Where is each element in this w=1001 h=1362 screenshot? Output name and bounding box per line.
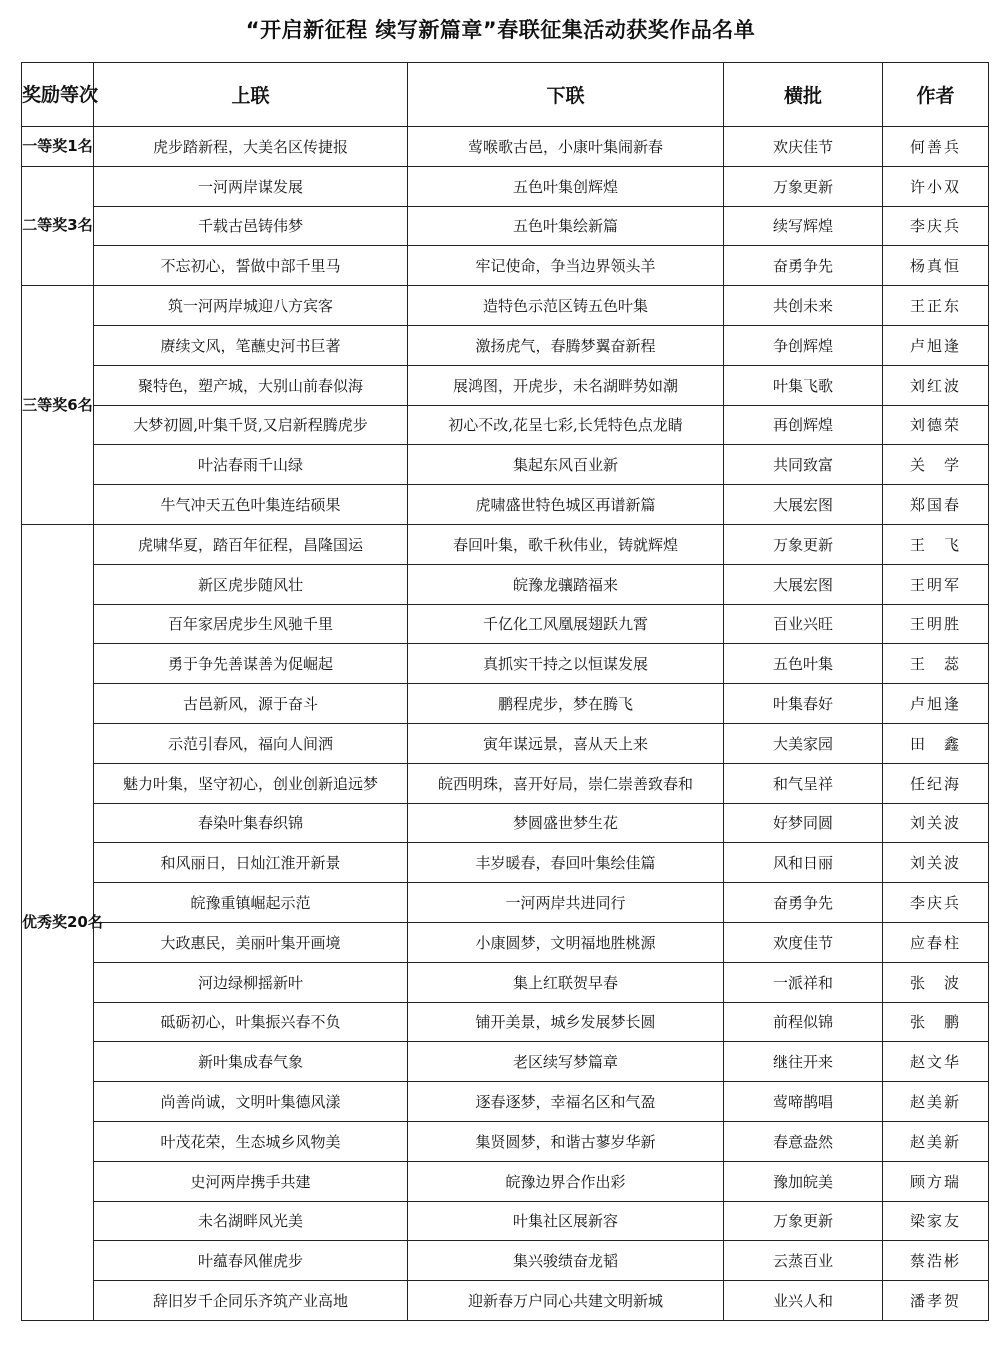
cell-upper: 春染叶集春织锦: [94, 803, 408, 843]
header-lower: 下联: [408, 63, 724, 127]
cell-lower: 鹏程虎步，梦在腾飞: [408, 684, 724, 724]
cell-banner: 争创辉煌: [724, 325, 883, 365]
table-row: [22, 1281, 989, 1321]
cell-banner: 莺啼鹊唱: [724, 1082, 883, 1122]
header-level: 奖励等次: [22, 63, 94, 127]
cell-author: 王明军: [883, 564, 989, 604]
cell-author: 梁家友: [883, 1201, 989, 1241]
cell-banner: 春意盎然: [724, 1121, 883, 1161]
cell-banner: 五色叶集: [724, 644, 883, 684]
cell-author: 应春柱: [883, 922, 989, 962]
cell-author: 田 鑫: [883, 723, 989, 763]
cell-lower: 牢记使命，争当边界领头羊: [408, 246, 724, 286]
cell-author: 李庆兵: [883, 206, 989, 246]
cell-upper: 辞旧岁千企同乐齐筑产业高地: [94, 1281, 408, 1321]
cell-banner: 一派祥和: [724, 962, 883, 1002]
cell-author: 李庆兵: [883, 883, 989, 923]
awards-table: [21, 62, 989, 1321]
cell-lower: 集贤圆梦，和谐古蓼岁华新: [408, 1121, 724, 1161]
table-row: [22, 485, 989, 525]
cell-author: 卢旭逢: [883, 684, 989, 724]
table-row: [22, 1241, 989, 1281]
cell-author: 杨真恒: [883, 246, 989, 286]
cell-upper: 叶茂花荣，生态城乡风物美: [94, 1121, 408, 1161]
cell-lower: 皖豫边界合作出彩: [408, 1161, 724, 1201]
cell-lower: 集起东风百业新: [408, 445, 724, 485]
cell-lower: 迎新春万户同心共建文明新城: [408, 1281, 724, 1321]
cell-lower: 叶集社区展新容: [408, 1201, 724, 1241]
cell-author: 蔡浩彬: [883, 1241, 989, 1281]
table-row: [22, 723, 989, 763]
cell-banner: 欢庆佳节: [724, 127, 883, 167]
cell-lower: 集兴骏绩奋龙韬: [408, 1241, 724, 1281]
table-row: [22, 922, 989, 962]
cell-author: 卢旭逢: [883, 325, 989, 365]
cell-lower: 梦圆盛世梦生花: [408, 803, 724, 843]
cell-lower: 激扬虎气，春腾梦翼奋新程: [408, 325, 724, 365]
cell-upper: 不忘初心，誓做中部千里马: [94, 246, 408, 286]
cell-lower: 一河两岸共进同行: [408, 883, 724, 923]
table-row: [22, 1042, 989, 1082]
cell-upper: 魅力叶集，坚守初心，创业创新追远梦: [94, 763, 408, 803]
cell-lower: 小康圆梦，文明福地胜桃源: [408, 922, 724, 962]
cell-author: 王 飞: [883, 524, 989, 564]
cell-author: 刘关波: [883, 803, 989, 843]
cell-banner: 云蒸百业: [724, 1241, 883, 1281]
cell-banner: 大展宏图: [724, 564, 883, 604]
table-row: [22, 524, 989, 564]
table-row: [22, 962, 989, 1002]
table-row: [22, 604, 989, 644]
table-row: [22, 1002, 989, 1042]
cell-upper: 河边绿柳摇新叶: [94, 962, 408, 1002]
cell-author: 何善兵: [883, 127, 989, 167]
cell-author: 刘红波: [883, 365, 989, 405]
cell-upper: 大政惠民，美丽叶集开画境: [94, 922, 408, 962]
cell-upper: 未名湖畔风光美: [94, 1201, 408, 1241]
header-upper: 上联: [94, 63, 408, 127]
cell-author: 任纪海: [883, 763, 989, 803]
cell-upper: 百年家居虎步生风驰千里: [94, 604, 408, 644]
cell-upper: 虎步踏新程，大美名区传捷报: [94, 127, 408, 167]
cell-upper: 聚特色，塑产城，大别山前春似海: [94, 365, 408, 405]
cell-author: 王正东: [883, 286, 989, 326]
table-row: [22, 1161, 989, 1201]
cell-lower: 寅年谋远景，喜从天上来: [408, 723, 724, 763]
cell-upper: 史河两岸携手共建: [94, 1161, 408, 1201]
cell-upper: 尚善尚诚，文明叶集德风漾: [94, 1082, 408, 1122]
header-author: 作者: [883, 63, 989, 127]
table-row: [22, 843, 989, 883]
table-header-row: [22, 63, 989, 127]
table-row: [22, 286, 989, 326]
cell-upper: 叶蕴春风催虎步: [94, 1241, 408, 1281]
award-level-cell: 三等奖6名: [22, 286, 94, 525]
cell-author: 许小双: [883, 166, 989, 206]
cell-lower: 展鸿图，开虎步，未名湖畔势如潮: [408, 365, 724, 405]
cell-author: 顾方瑞: [883, 1161, 989, 1201]
cell-banner: 继往开来: [724, 1042, 883, 1082]
cell-banner: 奋勇争先: [724, 883, 883, 923]
cell-lower: 造特色示范区铸五色叶集: [408, 286, 724, 326]
table-row: [22, 883, 989, 923]
cell-lower: 莺喉歌古邑，小康叶集闹新春: [408, 127, 724, 167]
cell-lower: 皖西明珠，喜开好局，崇仁崇善致春和: [408, 763, 724, 803]
cell-upper: 牛气冲天五色叶集连结硕果: [94, 485, 408, 525]
cell-author: 关 学: [883, 445, 989, 485]
cell-lower: 千亿化工风凰展翅跃九霄: [408, 604, 724, 644]
cell-upper: 勇于争先善谋善为促崛起: [94, 644, 408, 684]
cell-banner: 大美家园: [724, 723, 883, 763]
cell-banner: 前程似锦: [724, 1002, 883, 1042]
table-row: [22, 166, 989, 206]
cell-banner: 叶集飞歌: [724, 365, 883, 405]
cell-upper: 大梦初圆,叶集千贤,又启新程腾虎步: [94, 405, 408, 445]
cell-banner: 欢度佳节: [724, 922, 883, 962]
table-row: [22, 405, 989, 445]
cell-author: 刘德荣: [883, 405, 989, 445]
cell-banner: 续写辉煌: [724, 206, 883, 246]
cell-author: 张 鹏: [883, 1002, 989, 1042]
cell-lower: 五色叶集创辉煌: [408, 166, 724, 206]
cell-banner: 再创辉煌: [724, 405, 883, 445]
cell-lower: 集上红联贺早春: [408, 962, 724, 1002]
cell-upper: 皖豫重镇崛起示范: [94, 883, 408, 923]
cell-banner: 奋勇争先: [724, 246, 883, 286]
cell-author: 王明胜: [883, 604, 989, 644]
cell-lower: 初心不改,花呈七彩,长凭特色点龙睛: [408, 405, 724, 445]
cell-lower: 真抓实干持之以恒谋发展: [408, 644, 724, 684]
cell-lower: 丰岁暖春，春回叶集绘佳篇: [408, 843, 724, 883]
cell-lower: 春回叶集，歌千秋伟业，铸就辉煌: [408, 524, 724, 564]
cell-upper: 新叶集成春气象: [94, 1042, 408, 1082]
cell-upper: 一河两岸谋发展: [94, 166, 408, 206]
cell-banner: 万象更新: [724, 524, 883, 564]
cell-author: 郑国春: [883, 485, 989, 525]
table-row: [22, 1082, 989, 1122]
cell-banner: 业兴人和: [724, 1281, 883, 1321]
table-row: [22, 325, 989, 365]
cell-lower: 老区续写梦篇章: [408, 1042, 724, 1082]
table-row: [22, 1201, 989, 1241]
cell-banner: 万象更新: [724, 166, 883, 206]
cell-banner: 万象更新: [724, 1201, 883, 1241]
cell-banner: 共创未来: [724, 286, 883, 326]
cell-upper: 千载古邑铸伟梦: [94, 206, 408, 246]
cell-upper: 新区虎步随风壮: [94, 564, 408, 604]
award-level-cell: 二等奖3名: [22, 166, 94, 285]
cell-lower: 铺开美景，城乡发展梦长圆: [408, 1002, 724, 1042]
table-row: [22, 763, 989, 803]
cell-lower: 皖豫龙骧踏福来: [408, 564, 724, 604]
table-row: [22, 246, 989, 286]
cell-banner: 大展宏图: [724, 485, 883, 525]
cell-banner: 百业兴旺: [724, 604, 883, 644]
cell-upper: 砥砺初心，叶集振兴春不负: [94, 1002, 408, 1042]
cell-lower: 虎啸盛世特色城区再谱新篇: [408, 485, 724, 525]
cell-author: 王 蕊: [883, 644, 989, 684]
cell-upper: 和风丽日，日灿江淮开新景: [94, 843, 408, 883]
cell-lower: 逐春逐梦，幸福名区和气盈: [408, 1082, 724, 1122]
table-row: [22, 684, 989, 724]
cell-upper: 示范引春风，福向人间洒: [94, 723, 408, 763]
cell-upper: 赓续文风，笔蘸史河书巨著: [94, 325, 408, 365]
table-body: [22, 127, 989, 1321]
table-row: [22, 1121, 989, 1161]
cell-upper: 古邑新风，源于奋斗: [94, 684, 408, 724]
cell-banner: 叶集春好: [724, 684, 883, 724]
cell-author: 张 波: [883, 962, 989, 1002]
cell-banner: 和气呈祥: [724, 763, 883, 803]
cell-author: 赵美新: [883, 1121, 989, 1161]
cell-banner: 豫加皖美: [724, 1161, 883, 1201]
cell-author: 潘孝贺: [883, 1281, 989, 1321]
cell-upper: 叶沾春雨千山绿: [94, 445, 408, 485]
table-row: [22, 644, 989, 684]
page-title: “开启新征程 续写新篇章”春联征集活动获奖作品名单: [245, 18, 756, 42]
cell-upper: 虎啸华夏，踏百年征程，昌隆国运: [94, 524, 408, 564]
table-row: [22, 564, 989, 604]
cell-author: 赵文华: [883, 1042, 989, 1082]
award-level-cell: 优秀奖20名: [22, 524, 94, 1320]
cell-author: 刘关波: [883, 843, 989, 883]
cell-author: 赵美新: [883, 1082, 989, 1122]
table-row: [22, 127, 989, 167]
header-banner: 横批: [724, 63, 883, 127]
award-level-cell: 一等奖1名: [22, 127, 94, 167]
table-row: [22, 803, 989, 843]
table-row: [22, 206, 989, 246]
table-row: [22, 365, 989, 405]
cell-banner: 好梦同圆: [724, 803, 883, 843]
cell-upper: 筑一河两岸城迎八方宾客: [94, 286, 408, 326]
cell-banner: 共同致富: [724, 445, 883, 485]
table-row: [22, 445, 989, 485]
cell-banner: 风和日丽: [724, 843, 883, 883]
cell-lower: 五色叶集绘新篇: [408, 206, 724, 246]
